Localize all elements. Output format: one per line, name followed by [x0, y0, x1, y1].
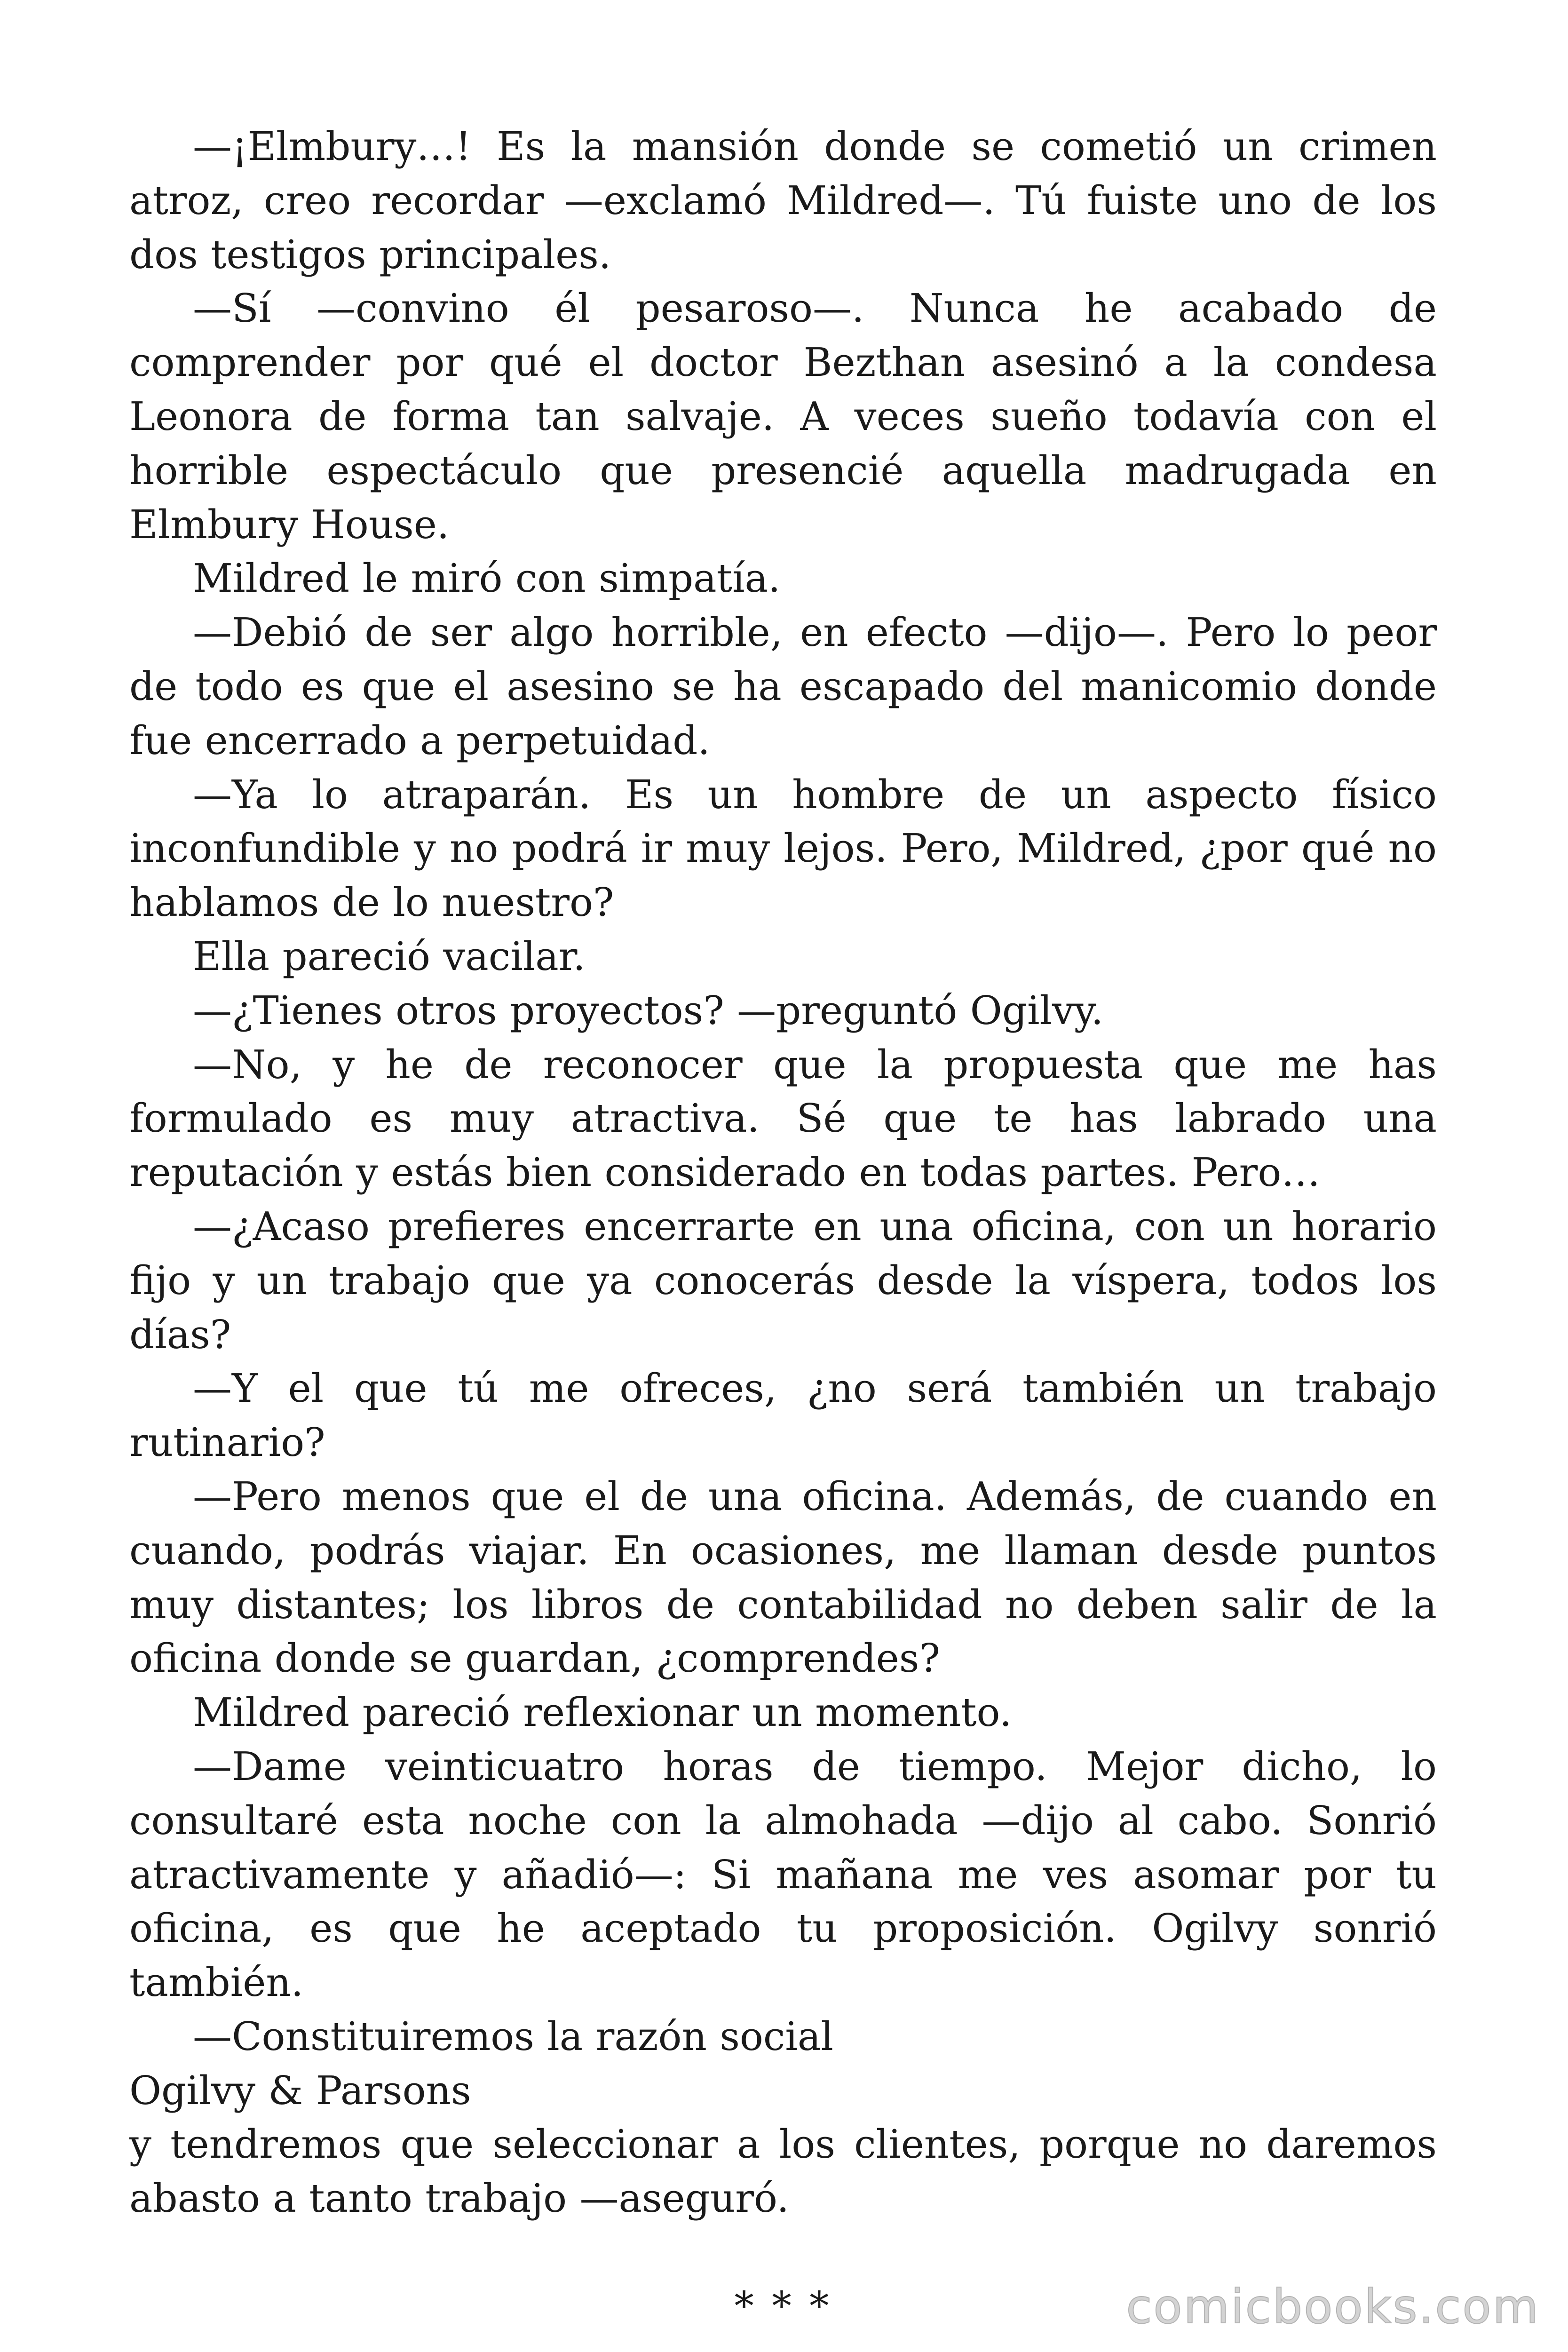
company-name-line: Ogilvy & Parsons: [129, 2067, 471, 2114]
paragraph: —Dame veinticuatro horas de tiempo. Mejor dicho, lo consultaré esta noche con la almohada —dijo al cabo. Sonrió atractivamente y añadió—: Si mañana me ves asomar por tu oficina, es que he aceptado tu proposición. Ogilvy sonrió también.: [129, 1743, 1437, 2006]
paragraph: —¿Acaso prefieres encerrarte en una oficina, con un horario fijo y un trabajo que ya conocerás desde la víspera, todos los días?: [129, 1203, 1437, 1358]
paragraph: Mildred pareció reflexionar un momento.: [193, 1690, 1012, 1736]
paragraph: —Ya lo atraparán. Es un hombre de un aspecto físico inconfundible y no podrá ir muy lejos. Pero, Mildred, ¿por qué no hablamos de lo nuestro?: [129, 771, 1437, 926]
page-body: [129, 120, 1437, 2352]
paragraph: —¡Elmbury…! Es la mansión donde se cometió un crimen atroz, creo recordar —exclamó Mildred—. Tú fuiste uno de los dos testigos principales.: [129, 124, 1437, 278]
scene-break: * * *: [734, 2283, 832, 2329]
paragraph: —Y el que tú me ofreces, ¿no será también un trabajo rutinario?: [129, 1366, 1437, 1466]
paragraph: —Debió de ser algo horrible, en efecto —dijo—. Pero lo peor de todo es que el asesino se ha escapado del manicomio donde fue encerrado a perpetuidad.: [129, 610, 1437, 763]
paragraph: —Constituiremos la razón social: [193, 2013, 833, 2059]
paragraph: —¿Tienes otros proyectos? —preguntó Ogilvy.: [193, 987, 1104, 1033]
paragraph-continuation: y tendremos que seleccionar a los clientes, porque no daremos abasto a tanto trabajo —aseguró.: [129, 2122, 1437, 2222]
paragraph: —Pero menos que el de una oficina. Además, de cuando en cuando, podrás viajar. En ocasiones, me llaman desde puntos muy distantes; los libros de contabilidad no deben salir de la oficina donde se guardan, ¿comprendes?: [129, 1473, 1437, 1682]
paragraph: Ella pareció vacilar.: [193, 933, 586, 979]
paragraph: —Sí —convino él pesaroso—. Nunca he acabado de comprender por qué el doctor Bezthan asesinó a la condesa Leonora de forma tan salvaje. A veces sueño todavía con el horrible espectáculo que presencié aquella madrugada en Elmbury House.: [129, 286, 1437, 548]
paragraph: —No, y he de reconocer que la propuesta que me has formulado es muy atractiva. Sé que te has labrado una reputación y estás bien considerado en todas partes. Pero…: [129, 1041, 1437, 1196]
watermark: comicbooks.com: [1126, 2279, 1540, 2334]
text-before-separator: [129, 120, 1437, 2226]
paragraph: Mildred le miró con simpatía.: [193, 556, 781, 602]
